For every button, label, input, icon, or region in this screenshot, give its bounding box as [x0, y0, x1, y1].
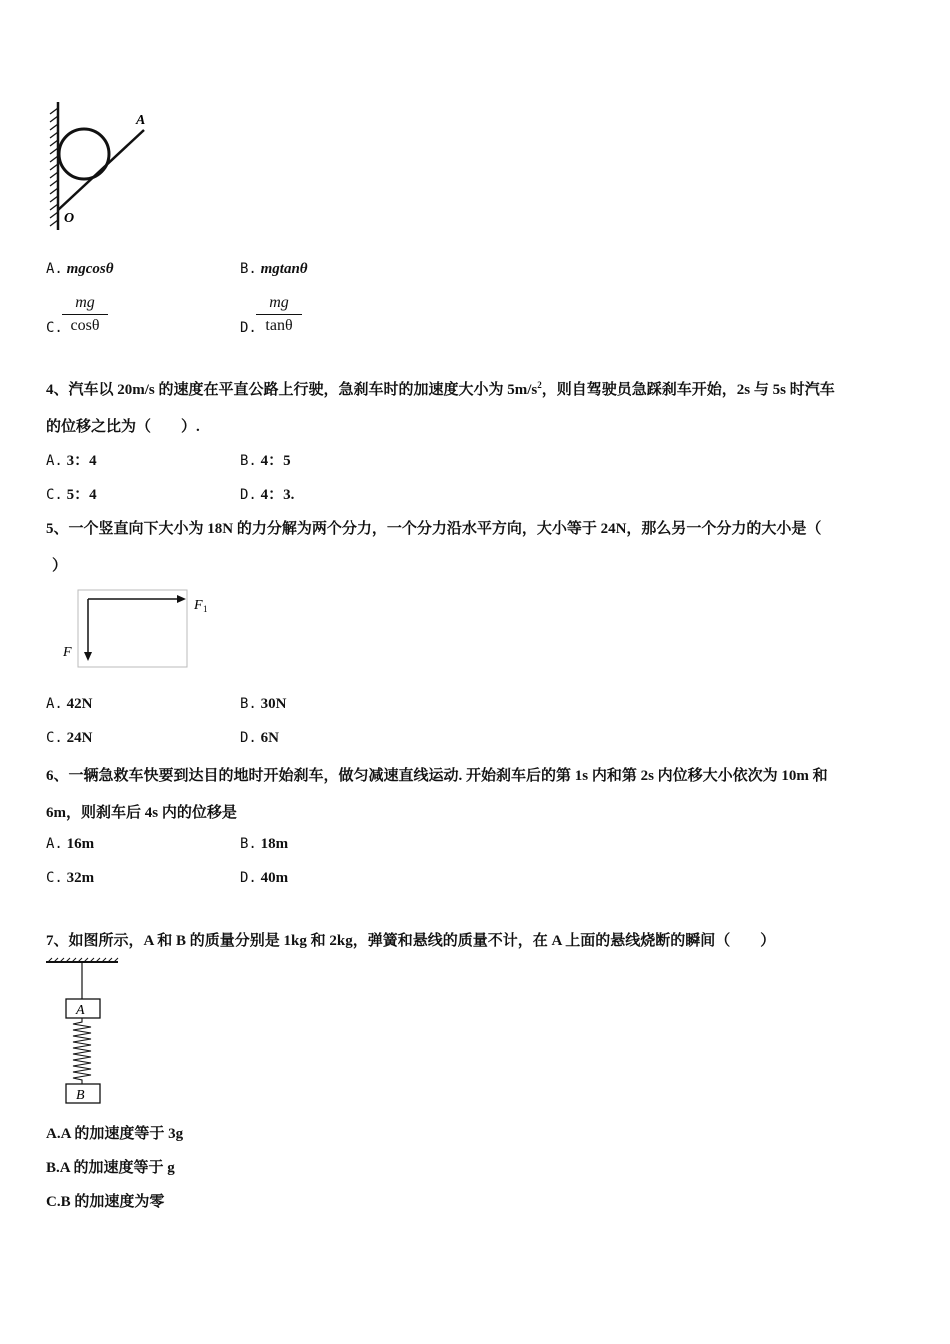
option-text: 4：5 [260, 453, 291, 469]
q6-stem-line2: 6m，则刹车后 4s 内的位移是 [46, 805, 237, 821]
q6-stem-line1: 6、一辆急救车快要到达目的地时开始刹车，做匀减速直线运动. 开始刹车后的第 1s 内和第 2s 内位移大小依次为 10m 和 [46, 768, 828, 784]
option-text: 32m [66, 870, 95, 886]
option-letter: A. [46, 696, 63, 712]
option-text: 24N [66, 730, 93, 746]
q4-option-d[interactable] [240, 483, 294, 504]
q5-option-d[interactable] [240, 730, 279, 747]
option-letter: D. [240, 487, 257, 503]
option-text: 30N [260, 696, 287, 712]
q7-stem-line1: 7、如图所示，A 和 B 的质量分别是 1kg 和 2kg，弹簧和悬线的质量不计，在 A 上面的悬线烧断的瞬间（ ） [46, 933, 776, 949]
option-text: mgtanθ [260, 261, 308, 277]
option-letter: B. [240, 696, 257, 712]
option-text: 5：4 [66, 487, 97, 503]
option-letter: A. [46, 261, 63, 277]
option-letter: D. [240, 870, 257, 886]
label-f1: F [194, 598, 203, 613]
q3-option-c[interactable] [46, 320, 63, 337]
q4-option-b[interactable] [240, 449, 291, 470]
option-letter: B. [240, 836, 257, 852]
q5-stem-line2: ） [52, 558, 68, 574]
exponent: 2 [537, 380, 542, 390]
option-letter: B. [240, 453, 257, 469]
fraction-denominator: tanθ [265, 317, 293, 334]
option-text: 42N [66, 696, 93, 712]
q4-option-c[interactable] [46, 483, 97, 504]
q5-option-b[interactable] [240, 696, 286, 713]
option-letter: C. [46, 487, 63, 503]
q3-option-b[interactable] [240, 261, 308, 278]
fraction-denominator: cosθ [70, 317, 100, 334]
fraction-numerator: mg [256, 294, 302, 315]
q4-stem-line2: 的位移之比为（ ）. [46, 419, 200, 435]
label-f: F [63, 645, 72, 660]
q6-option-a[interactable] [46, 836, 94, 853]
block-b-label: B [76, 1088, 85, 1103]
q5-option-c[interactable] [46, 730, 92, 747]
option-text: 16m [66, 836, 95, 852]
label-f1-subscript: 1 [203, 604, 208, 614]
q4-stem-line1 [46, 378, 835, 399]
q3-option-c-fraction [62, 294, 108, 335]
q4-option-a[interactable] [46, 449, 97, 470]
fraction-numerator: mg [62, 294, 108, 315]
q3-option-a[interactable] [46, 261, 114, 278]
q4-stem-text-cont: ，则自驾驶员急踩刹车开始，2s 与 5s 时汽车 [541, 382, 835, 398]
option-text: 4：3. [260, 487, 295, 503]
q5-stem-line1: 5、一个竖直向下大小为 18N 的力分解为两个分力，一个分力沿水平方向，大小等于 24N，那么另一个分力的大小是（ [46, 521, 822, 537]
option-letter: C. [46, 320, 63, 336]
option-letter: C. [46, 730, 63, 746]
option-text: 6N [260, 730, 279, 746]
block-a-label: A [76, 1003, 85, 1018]
option-letter: D. [240, 320, 257, 336]
q6-option-d[interactable] [240, 870, 288, 887]
q6-option-c[interactable] [46, 870, 94, 887]
q6-option-b[interactable] [240, 836, 288, 853]
option-letter: B. [240, 261, 257, 277]
q7-option-a[interactable]: A.A 的加速度等于 3g [46, 1126, 184, 1142]
option-text: 18m [260, 836, 289, 852]
option-text: 3：4 [66, 453, 97, 469]
option-letter: A. [46, 836, 63, 852]
option-text: mgcosθ [66, 261, 114, 277]
wall-ball-incline-figure [38, 98, 158, 238]
figure-label-a: A [136, 113, 146, 128]
figure-label-o: O [64, 211, 75, 226]
q5-option-a[interactable] [46, 696, 92, 713]
option-text: 40m [260, 870, 289, 886]
spring-blocks-figure [44, 956, 124, 1110]
q4-stem-text: 4、汽车以 20m/s 的速度在平直公路上行驶，急刹车时的加速度大小为 5m/s [46, 382, 538, 398]
option-letter: D. [240, 730, 257, 746]
force-diagram [58, 588, 218, 672]
q7-option-b[interactable]: B.A 的加速度等于 g [46, 1160, 175, 1176]
q7-option-c[interactable]: C.B 的加速度为零 [46, 1194, 165, 1210]
q3-option-d[interactable] [240, 320, 257, 337]
option-letter: A. [46, 453, 63, 469]
option-letter: C. [46, 870, 63, 886]
q3-option-d-fraction [256, 294, 302, 335]
